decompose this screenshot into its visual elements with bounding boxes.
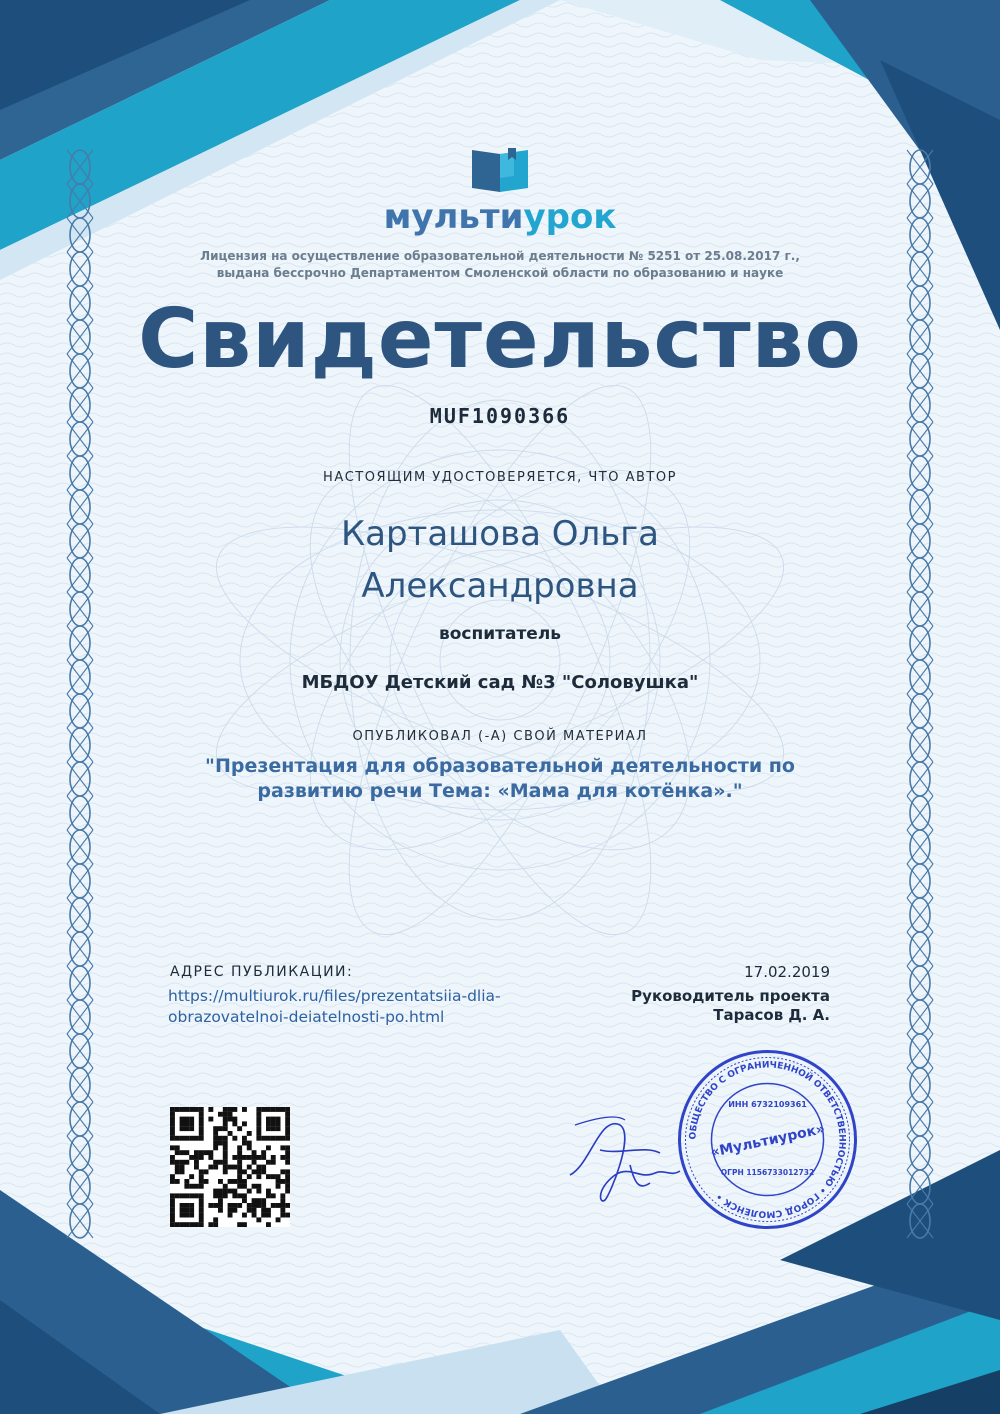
- brand-part1: мульти: [383, 197, 524, 237]
- material-line1: "Презентация для образовательной деятельности по: [205, 755, 795, 777]
- svg-text:ОБЩЕСТВО С ОГРАНИЧЕННОЙ ОТВЕТС: ОБЩЕСТВО С ОГРАНИЧЕННОЙ ОТВЕТСТВЕННОСТЬЮ • ГОРОД СМОЛЕНСК •: [688, 1060, 847, 1219]
- svg-text:ИНН 6732109361: ИНН 6732109361: [728, 1100, 807, 1109]
- certifies-text: НАСТОЯЩИМ УДОСТОВЕРЯЕТСЯ, ЧТО АВТОР: [323, 470, 677, 485]
- address-line2[interactable]: obrazovatelnoi-deiatelnosti-po.html: [168, 1008, 445, 1026]
- svg-text:ОГРН 1156733012732: ОГРН 1156733012732: [720, 1168, 815, 1177]
- license-line1: Лицензия на осуществление образовательной деятельности № 5251 от 25.08.2017 г.,: [200, 249, 800, 263]
- publication-link[interactable]: [168, 986, 588, 1028]
- address-label: АДРЕС ПУБЛИКАЦИИ:: [170, 964, 354, 980]
- published-text: ОПУБЛИКОВАЛ (-А) СВОЙ МАТЕРИАЛ: [352, 729, 648, 744]
- issue-date: 17.02.2019: [744, 963, 830, 981]
- material-line2: развитию речи Тема: «Мама для котёнка».": [257, 780, 743, 802]
- signer-name: Тарасов Д. А.: [713, 1006, 830, 1024]
- license-line2: выдана бессрочно Департаментом Смоленской области по образованию и науке: [216, 266, 784, 280]
- author-name: [0, 508, 1000, 612]
- author-position: воспитатель: [438, 624, 562, 644]
- signer-role: Руководитель проекта: [631, 987, 830, 1005]
- brand-logo-text: [0, 197, 1000, 237]
- author-name-line2: Александровна: [361, 566, 639, 606]
- author-name-line1: Карташова Ольга: [340, 514, 660, 554]
- stamp-icon: [675, 1047, 860, 1232]
- brand-part2: урок: [523, 197, 617, 237]
- qr-code-icon: [170, 1107, 290, 1227]
- book-logo-icon: [470, 146, 530, 194]
- svg-text:«Мультиурок»: «Мультиурок»: [709, 1121, 827, 1161]
- certificate-title: Свидетельство: [138, 292, 862, 387]
- license-text: [0, 248, 1000, 282]
- material-title: [0, 754, 1000, 804]
- author-organization: МБДОУ Детский сад №3 "Соловушка": [301, 672, 699, 693]
- certificate-number: MUF1090366: [429, 404, 571, 428]
- address-line1[interactable]: https://multiurok.ru/files/prezentatsiia-dlia-: [168, 987, 501, 1005]
